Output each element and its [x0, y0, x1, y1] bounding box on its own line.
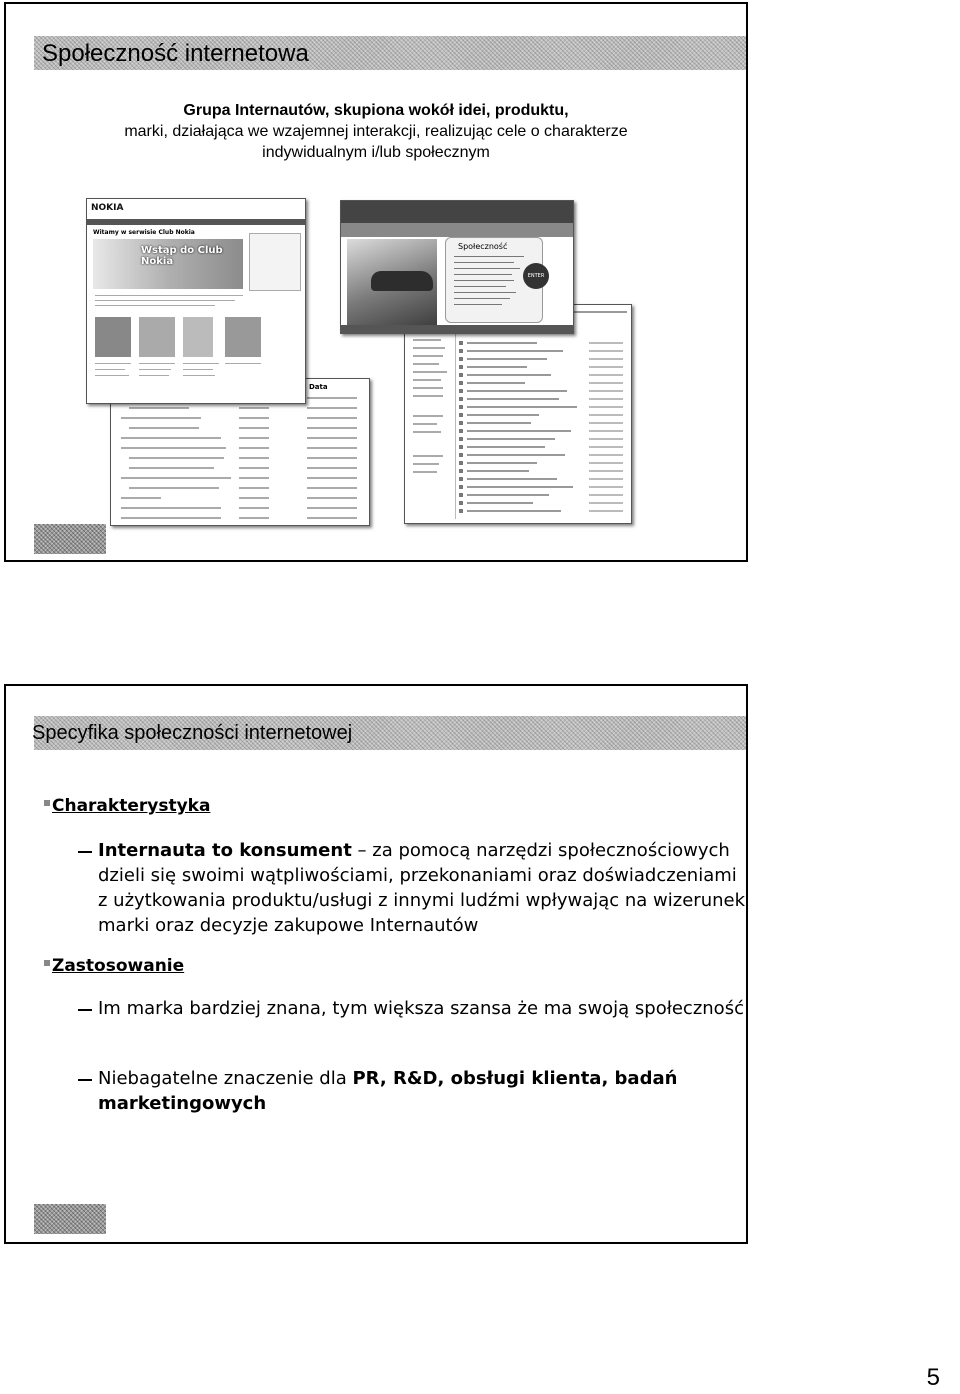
dash-bullet — [78, 851, 92, 853]
topic-row-date — [589, 342, 623, 344]
topic-row-date — [589, 398, 623, 400]
topic-row-title — [467, 510, 561, 512]
paragraph-characteristics — [98, 838, 748, 938]
topic-row-date — [589, 422, 623, 424]
slide-title: Społeczność internetowa — [42, 40, 309, 67]
topic-row-bullet — [459, 509, 463, 513]
nokia-club-screenshot — [86, 198, 306, 404]
definition-line-1: Grupa Internautów, skupiona wokół idei, produktu, — [183, 102, 569, 119]
topic-row-date — [589, 470, 623, 472]
topic-row-date — [589, 406, 623, 408]
topic-row-title — [467, 414, 539, 416]
topic-row-bullet — [459, 373, 463, 377]
topic-row-title — [467, 374, 551, 376]
paragraph-bold: Internauta to konsument — [98, 840, 352, 861]
topic-row-bullet — [459, 429, 463, 433]
topic-row-bullet — [459, 445, 463, 449]
topic-row-date — [589, 366, 623, 368]
topic-row-bullet — [459, 349, 463, 353]
slide-title: Specyfika społeczności internetowej — [32, 722, 353, 744]
topic-row-bullet — [459, 381, 463, 385]
topic-row-bullet — [459, 341, 463, 345]
topic-row-date — [589, 454, 623, 456]
topics-screenshot — [404, 304, 632, 524]
topic-row-title — [467, 502, 533, 504]
topic-row-title — [467, 358, 547, 360]
topic-row-bullet — [459, 421, 463, 425]
topic-row-title — [467, 390, 567, 392]
section-heading-characteristics — [44, 796, 210, 816]
topic-row-date — [589, 350, 623, 352]
paragraph-importance — [98, 1066, 748, 1116]
slide-footer-mark — [34, 524, 106, 554]
slide-title-bar — [34, 716, 746, 750]
slide-2 — [4, 684, 748, 1244]
topic-row-title — [467, 342, 537, 344]
topic-row-date — [589, 430, 623, 432]
topic-row-date — [589, 446, 623, 448]
community-heading: Społeczność — [458, 242, 508, 251]
topic-row-bullet — [459, 397, 463, 401]
topic-row-date — [589, 358, 623, 360]
topic-row-date — [589, 510, 623, 512]
topic-row-bullet — [459, 477, 463, 481]
paragraph-bold: PR, R&D, obsługi klienta, badań marketingowych — [98, 1068, 678, 1114]
topic-row-title — [467, 366, 527, 368]
topic-row-title — [467, 470, 529, 472]
topic-row-bullet — [459, 453, 463, 457]
topic-row-title — [467, 494, 549, 496]
slide-title-bar — [34, 36, 746, 70]
topic-row-title — [467, 478, 557, 480]
paragraph-text: Niebagatelne znaczenie dla — [98, 1068, 353, 1089]
topic-row-title — [467, 350, 563, 352]
definition-line-3: indywidualnym i/lub społecznym — [262, 144, 490, 161]
topic-row-bullet — [459, 493, 463, 497]
paragraph-text: – za pomocą narzędzi społecznościowych dzieli się swoimi wątpliwościami, przekonaniami oraz doświadczeniami z użytkowania produktu/usługi z innymi ludźmi wpływając na wizerunek marki oraz decyzje zakupowe Internautów — [98, 840, 746, 936]
topic-row-date — [589, 502, 623, 504]
topic-row-title — [467, 422, 531, 424]
topic-row-bullet — [459, 413, 463, 417]
topic-row-date — [589, 414, 623, 416]
slide-1 — [4, 2, 748, 562]
topic-row-bullet — [459, 405, 463, 409]
topic-row-title — [467, 438, 555, 440]
topic-row-date — [589, 438, 623, 440]
topic-row-bullet — [459, 389, 463, 393]
topic-row-bullet — [459, 365, 463, 369]
topic-row-title — [467, 446, 545, 448]
dash-bullet — [78, 1009, 92, 1011]
topic-row-date — [589, 374, 623, 376]
topic-row-title — [467, 486, 573, 488]
topic-row-bullet — [459, 469, 463, 473]
nokia-logo: NOKIA — [91, 203, 124, 213]
page-number: 5 — [926, 1364, 940, 1391]
slide-footer-mark — [34, 1204, 106, 1234]
dash-bullet — [78, 1079, 92, 1081]
topic-row-title — [467, 398, 559, 400]
topic-row-title — [467, 454, 565, 456]
topic-row-date — [589, 494, 623, 496]
topic-row-date — [589, 462, 623, 464]
topic-row-title — [467, 430, 571, 432]
paragraph-brand: Im marka bardziej znana, tym większa szansa że ma swoją społeczność — [98, 998, 744, 1019]
topic-row-bullet — [459, 485, 463, 489]
topic-row-bullet — [459, 501, 463, 505]
nokia-banner: Wstąp do Club Nokia — [141, 245, 223, 267]
topic-row-title — [467, 406, 577, 408]
enter-button: ENTER — [523, 263, 549, 289]
topic-row-bullet — [459, 357, 463, 361]
section-heading-text: Zastosowanie — [52, 956, 185, 976]
topic-row-bullet — [459, 461, 463, 465]
community-screenshot — [340, 200, 574, 334]
section-heading-application — [44, 956, 184, 976]
topic-row-title — [467, 462, 537, 464]
topic-row-date — [589, 390, 623, 392]
forum-col-date: Data — [309, 383, 328, 391]
nokia-welcome: Witamy w serwisie Club Nokia — [93, 229, 195, 236]
topic-row-date — [589, 382, 623, 384]
topic-row-date — [589, 486, 623, 488]
topic-row-title — [467, 382, 525, 384]
definition-line-2: marki, działająca we wzajemnej interakcji, realizując cele o charakterze — [124, 123, 628, 140]
section-heading-text: Charakterystyka — [52, 796, 211, 816]
topic-row-bullet — [459, 437, 463, 441]
topic-row-date — [589, 478, 623, 480]
definition-text — [66, 100, 686, 163]
